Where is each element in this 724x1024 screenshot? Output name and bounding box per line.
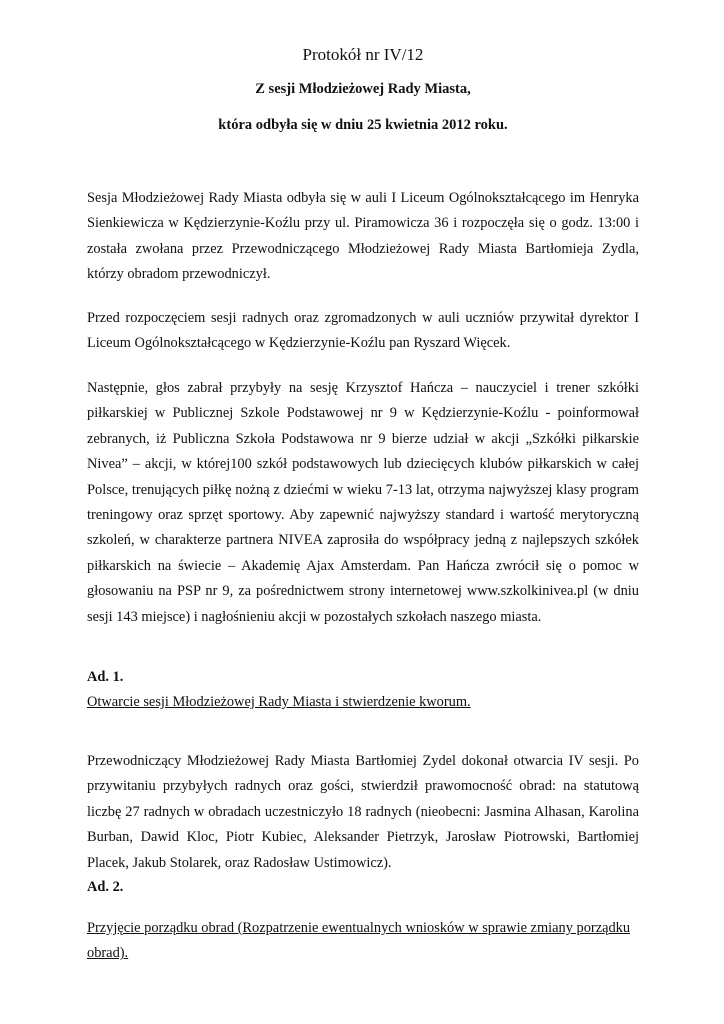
document-subtitle-session: Z sesji Młodzieżowej Rady Miasta, — [255, 81, 471, 97]
ad-1-heading: Ad. 1. — [87, 669, 124, 685]
paragraph-director-greeting: Przed rozpoczęciem sesji radnych oraz zgromadzonych w auli uczniów przywitał dyrektor I Liceum Ogólnokształcącego w Kędzierzynie-Koźlu pan Ryszard Więcek. — [87, 310, 639, 352]
paragraph-session-location: Sesja Młodzieżowej Rady Miasta odbyła się w auli I Liceum Ogólnokształcącego im Henryka Sienkiewicza w Kędzierzynie-Koźlu przy ul. Piramowicza 36 i rozpoczęła się o godz. 13:00 i została zwołana przez Przewodniczącego Młodzieżowej Rady Miasta Bartłomieja Zydla, którzy obradom przewodniczył. — [87, 190, 639, 283]
ad-2-title: Przyjęcie porządku obrad (Rozpatrzenie ewentualnych wniosków w sprawie zmiany porządku obrad). — [87, 920, 631, 962]
ad-1-title: Otwarcie sesji Młodzieżowej Rady Miasta i stwierdzenie kworum. — [87, 694, 471, 710]
ad-2-heading: Ad. 2. — [87, 879, 124, 895]
document-title: Protokół nr IV/12 — [302, 45, 424, 64]
document-subtitle-date: która odbyła się w dniu 25 kwietnia 2012 roku. — [218, 117, 508, 133]
ad-1-body: Przewodniczący Młodzieżowej Rady Miasta Bartłomiej Zydel dokonał otwarcia IV sesji. Po przywitaniu przybyłych radnych oraz gości, stwierdził prawomocność obrad: na statutową liczbę 27 radnych w obradach uczestniczyło 18 radnych (nieobecni: Jasmina Alhasan, Karolina Burban, Dawid Kloc, Piotr Kubiec, Aleksander Pietrzyk, Jarosław Piotrowski, Bartłomiej Placek, Jakub Stolarek, oraz Radosław Ustimowicz). — [87, 753, 639, 871]
paragraph-nivea-action: Następnie, głos zabrał przybyły na sesję Krzysztof Hańcza – nauczyciel i trener szkółki piłkarskiej w Publicznej Szkole Podstawowej nr 9 w Kędzierzynie-Koźlu - poinformował zebranych, iż Publiczna Szkoła Podstawowa nr 9 bierze udział w akcji „Szkółki piłkarskie Nivea” – akcji, w której100 szkół podstawowych lub dziecięcych klubów piłkarskich w całej Polsce, trenujących piłkę nożną z dziećmi w wieku 7-13 lat, otrzyma najwyższej klasy program treningowy oraz sprzęt sportowy. Aby zapewnić najwyższy standard i wartość merytoryczną szkoleń, w charakterze partnera NIVEA zaprosiła do współpracy jedną z najlepszych szkółek piłkarskich na świecie – Akademię Ajax Amsterdam. Pan Hańcza zwrócił się o pomoc w głosowaniu na PSP nr 9, za pośrednictwem strony internetowej www.szkolkinivea.pl (w dniu sesji 143 miejsce) i nagłośnieniu akcji w pozostałych szkołach naszego miasta. — [87, 380, 639, 625]
